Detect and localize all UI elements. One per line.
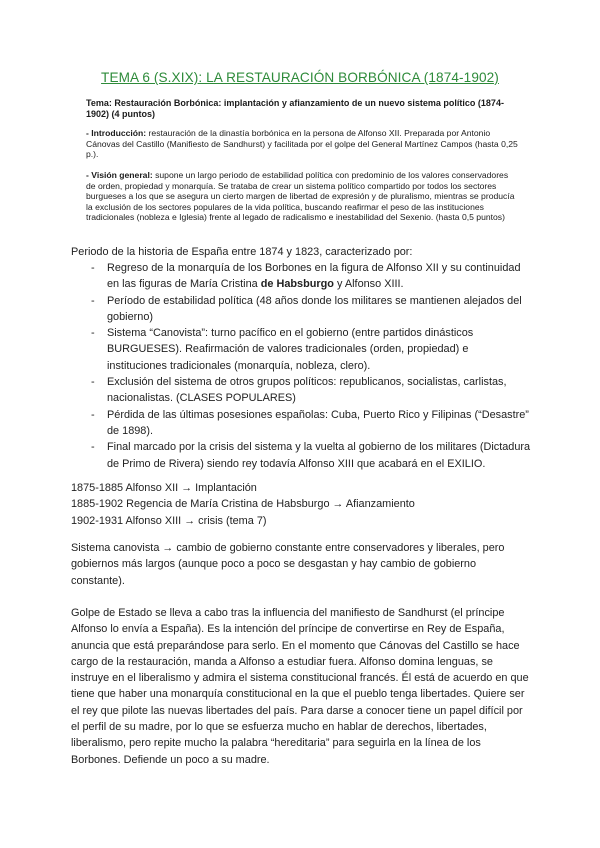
tema-text: Restauración Borbónica: implantación y afianzamiento de un nuevo sistema político (1874-1902) (4 puntos)	[86, 98, 504, 119]
period-line: 1902-1931 Alfonso XIII → crisis (tema 7)	[71, 514, 267, 527]
vision-label: - Visión general:	[86, 170, 153, 180]
dash-marker: -	[91, 262, 95, 274]
list-item-text: Final marcado por la crisis del sistema y la vuelta al gobierno de los militares (Dictadura de Primo de Rivera) siendo rey todavía Alfonso XIII que acabará en el EXILIO.	[107, 441, 531, 470]
period-timeline	[71, 480, 531, 529]
vision-block	[86, 170, 518, 223]
list-item-bold: de Habsburgo	[260, 278, 334, 291]
list-item-text: Período de estabilidad política (48 años donde los militares se mantienen alejados del gobierno)	[107, 294, 522, 323]
dash-marker: -	[91, 408, 95, 421]
vision-text: supone un largo periodo de estabilidad política con predominio de los valores conservadores de orden, propiedad y monarquía. Se trataba de crear un sistema político compartido por todos los sectores burgueses a los que se asegura un cierto margen de libertad de expresión y de pluralismo, mientras se producía la exclusión de los sectores populares de la vida política, buscando reafirmar el peso de las instituciones tradicionales (nobleza e Iglesia) frente al legado de radicalismo e inestabilidad del Sexenio. (hasta 0,5 puntos)	[86, 170, 515, 223]
dash-marker: -	[91, 376, 95, 389]
list-item-text: Exclusión del sistema de otros grupos políticos: republicanos, socialistas, carlistas, nacionalistas. (CLASES POPULARES)	[107, 376, 507, 405]
list-item	[71, 260, 531, 293]
period-line: 1885-1902 Regencia de María Cristina de Habsburgo → Afianzamiento	[71, 498, 415, 511]
list-item	[71, 293, 531, 326]
tema-label: Tema:	[86, 98, 112, 108]
list-item	[71, 407, 531, 440]
intro-label: - Introducción:	[86, 128, 147, 138]
period-intro-line: Periodo de la historia de España entre 1874 y 1823, caracterizado por:	[71, 246, 413, 258]
dash-marker: -	[91, 294, 95, 307]
list-item-text: Pérdida de las últimas posesiones españolas: Cuba, Puerto Rico y Filipinas (“Desastre” de 1898).	[107, 408, 529, 437]
intro-text: restauración de la dinastía borbónica en la persona de Alfonso XII. Preparada por Antonio Cánovas del Castillo (Manifiesto de Sandhurst) y facilitada por el golpe del General Martínez Campos (hasta 0,25 p.).	[86, 128, 518, 160]
dash-marker: -	[91, 441, 95, 454]
list-item	[71, 374, 531, 407]
list-item	[71, 439, 531, 472]
dash-marker: -	[91, 327, 95, 340]
list-item-text: y Alfonso XIII.	[333, 278, 404, 291]
list-item	[71, 325, 531, 374]
canovista-paragraph: Sistema canovista → cambio de gobierno constante entre conservadores y liberales, pero gobiernos más largos (aunque poco a poco se desgastan y hay cambio de gobierno constante).	[71, 542, 505, 587]
characteristics-list	[71, 260, 531, 472]
tema-heading	[86, 98, 518, 120]
intro-block	[86, 128, 518, 160]
golpe-paragraph: Golpe de Estado se lleva a cabo tras la influencia del manifiesto de Sandhurst (el príncipe Alfonso lo envía a España). Es la intención del príncipe de convertirse en Rey de España, anuncia que está preparándose para serlo. En el momento que Cánovas del Castillo se hace cargo de la restauración, manda a Alfonso a estudiar fuera. Alfonso domina lenguas, se instruye en el liberalismo y admira el sistema constitucional francés. Él está de acuerdo en que tiene que haber una monarquía constitucional en la que el pueblo tenga libertades. Quiere ser el rey que pilote las nuevas libertades del país. Para darse a conocer tiene un papel difícil por el perfil de su madre, por lo que se esfuerza mucho en hablar de derechos, libertades, liberalismo, pero repite mucho la palabra “hereditaria” para seguirla en la línea de los Borbones. Defiende un poco a su madre.	[71, 607, 529, 766]
page-title: TEMA 6 (S.XIX): LA RESTAURACIÓN BORBÓNICA (1874-1902)	[101, 70, 499, 85]
period-line: 1875-1885 Alfonso XII → Implantación	[71, 482, 257, 494]
list-item-text: Sistema “Canovista”: turno pacífico en el gobierno (entre partidos dinásticos BURGUESES). Reafirmación de valores tradicionales (orden, propiedad) e instituciones tradicionales (monarquía, nobleza, clero).	[107, 327, 474, 372]
list-item-text: Regreso de la monarquía de los Borbones en la figura de Alfonso XII y su continuidad en las figuras de María Cristina	[107, 262, 521, 291]
